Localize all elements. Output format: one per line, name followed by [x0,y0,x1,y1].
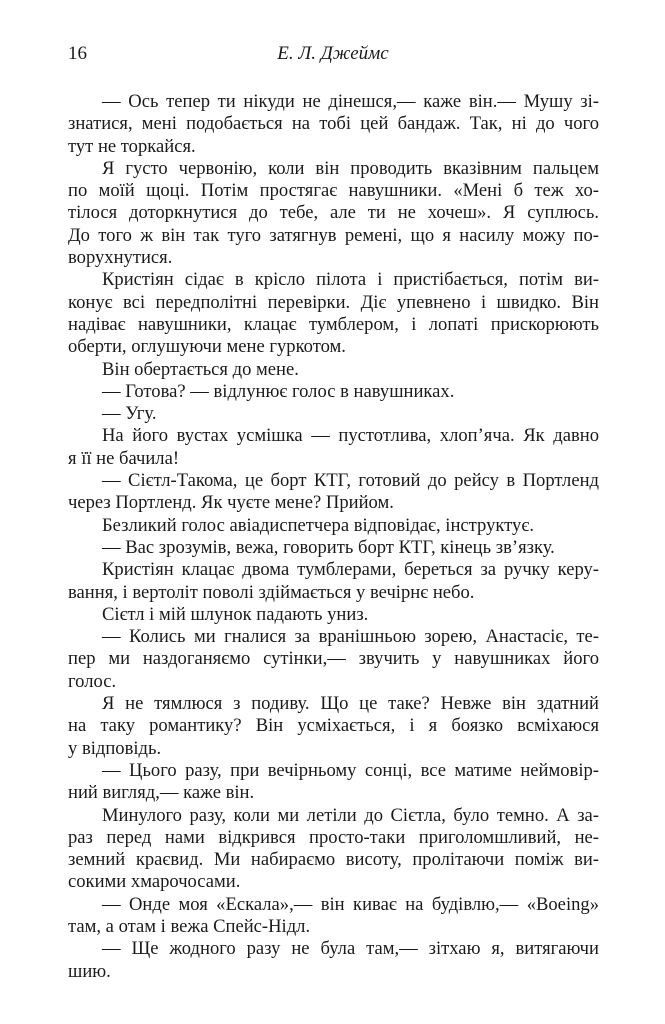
text-body [68,91,599,983]
text-line: — Цього разу, при вечірньому сонці, все матиме неймовір- [102,759,599,781]
text-line: Сієтл і мій шлунок падають униз. [102,603,369,625]
text-line: через Портленд. Як чуєте мене? Прийом. [68,492,394,514]
text-line: по моїй щоці. Потім простягає навушники. «Мені б теж хо- [68,180,599,202]
page-number: 16 [68,43,87,64]
text-line: — Онде моя «Ескала»,— він киває на будівлю,— «Boeing» [102,893,599,915]
text-line: тут не торкайся. [68,135,196,157]
text-line: Я густо червонію, коли він проводить вказівним пальцем [102,157,599,179]
text-line: Кристіян клацає двома тумблерами, береться за ручку керу- [102,559,599,581]
book-author: Е. Л. Джеймс [277,43,389,64]
text-line: Безликий голос авіадиспетчера відповідає, інструктує. [102,514,534,536]
running-head [68,43,598,67]
text-line: вання, і вертоліт поволі здіймається у вечірнє небо. [68,581,475,603]
text-line: земний краєвид. Ми набираємо висоту, пролітаючи поміж ви- [68,849,599,871]
text-line: — Угу. [102,403,157,425]
text-line: На його вустах усмішка — пустотлива, хлоп’яча. Як давно [102,425,599,447]
text-line: До того ж він так туго затягнув ремені, що я насилу можу по- [68,224,599,246]
text-line: ворухнутися. [68,247,173,269]
text-line: у відповідь. [68,737,162,759]
text-line: раз перед нами відкрився просто-таки приголомшливий, не- [68,826,599,848]
text-line: на таку романтику? Він усміхається, і я боязко всміхаюся [68,715,599,737]
text-line: знатися, мені подобається на тобі цей бандаж. Так, ні до чого [68,113,599,135]
text-line: там, а отам і вежа Спейс-Нідл. [68,915,311,937]
text-line: Кристіян сідає в крісло пілота і пристібається, потім ви- [102,269,599,291]
text-line: — Ось тепер ти нікуди не дінешся,— каже він.— Мушу зі- [102,91,599,112]
text-line: сокими хмарочосами. [68,871,241,893]
text-line: — Готова? — відлунює голос в навушниках. [102,380,455,402]
text-line: Я не тямлюся з подиву. Що це таке? Невже він здатний [102,693,599,715]
text-line: Він обертається до мене. [102,358,299,380]
text-line: — Колись ми гналися за вранішньою зорею, Анастасіє, те- [102,626,599,648]
text-line: — Вас зрозумів, вежа, говорить борт КТГ, кінець зв’язку. [102,536,555,558]
text-line: пер ми наздоганяємо сутінки,— звучить у навушниках його [68,648,599,670]
text-line: Минулого разу, коли ми летіли до Сієтла, було темно. А за- [102,804,599,826]
text-line: я її не бачила! [68,447,180,469]
text-line: шию. [68,960,111,982]
text-line: конує всі передполітні перевірки. Діє упевнено і швидко. Він [68,291,599,313]
text-line: надіває навушники, клацає тумблером, і лопаті прискорюють [68,313,599,335]
text-line: — Ще жодного разу не була там,— зітхаю я, витягаючи [102,938,599,960]
text-line: ний вигляд,— каже він. [68,782,255,804]
text-line: — Сієтл-Такома, це борт КТГ, готовий до рейсу в Портленд [102,470,599,492]
text-line: оберти, оглушуючи мене гуркотом. [68,336,346,358]
text-line: тілося доторкнутися до тебе, але ти не хочеш». Я суплюсь. [68,202,599,224]
text-line: голос. [68,670,117,692]
